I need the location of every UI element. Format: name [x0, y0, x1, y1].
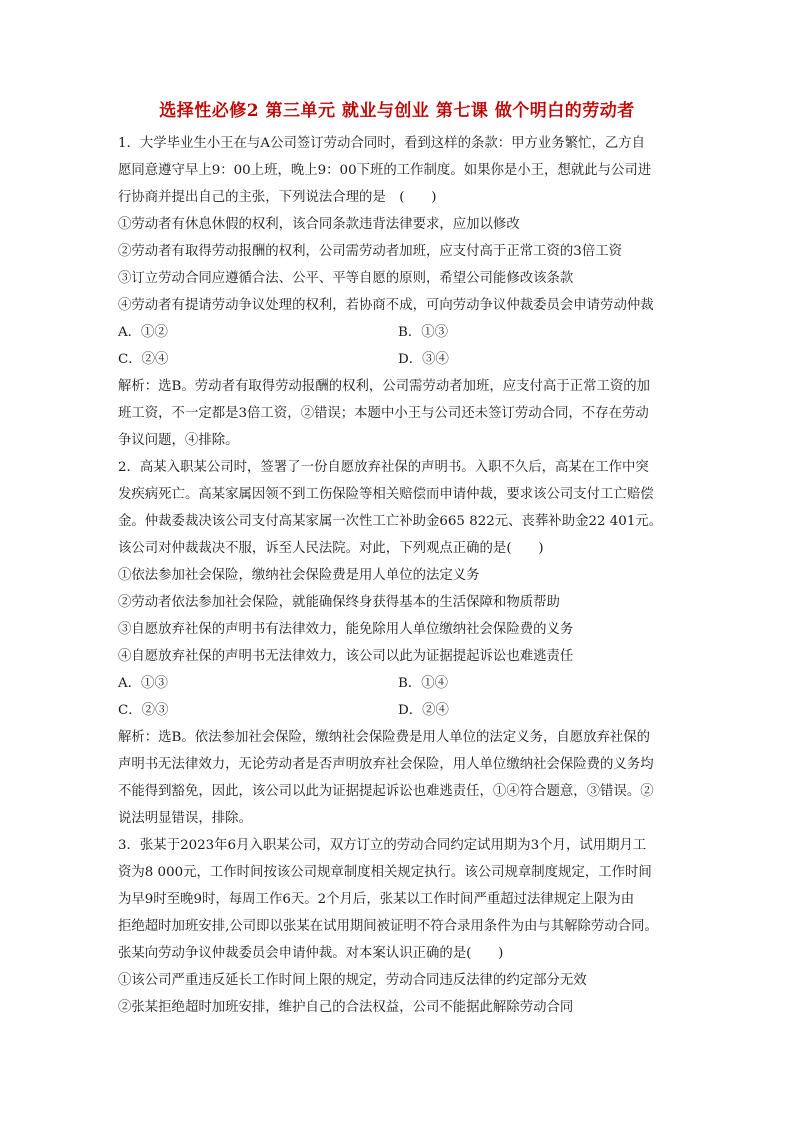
question-3-statement: ②张某拒绝超时加班安排，维护自己的合法权益，公司不能据此解除劳动合同	[118, 1000, 574, 1015]
question-2	[118, 454, 678, 832]
document-body	[118, 130, 678, 1021]
question-2-statement: ②劳动者依法参加社会保险，就能确保终身获得基本的生活保障和物质帮助	[118, 595, 560, 610]
question-1	[118, 130, 678, 454]
option-c: C．②④	[118, 352, 169, 367]
question-3-line: 资为8 000元，工作时间按该公司规章制度相关规定执行。该公司规章制度规定，工作时间	[118, 865, 652, 880]
page-title: 选择性必修2 第三单元 就业与创业 第七课 做个明白的劳动者	[159, 101, 635, 121]
question-2-analysis: 声明书无法律效力，无论劳动者是否声明放弃社会保险，用人单位缴纳社会保险费的义务均	[118, 757, 654, 772]
question-1-statement: ①劳动者有休息休假的权利，该合同条款违背法律要求，应加以修改	[118, 217, 520, 232]
question-2-analysis: 解析：选B。依法参加社会保险，缴纳社会保险费是用人单位的法定义务，自愿放弃社保的	[118, 730, 651, 745]
question-1-line: 行协商并提出自己的主张，下列说法合理的是 ( )	[118, 190, 437, 205]
question-1-statement: ②劳动者有取得劳动报酬的权利，公司需劳动者加班，应支付高于正常工资的3倍工资	[118, 244, 622, 259]
question-3-line: 为早9时至晚9时，每周工作6天。2个月后，张某以工作时间严重超过法律规定上限为由	[118, 892, 635, 907]
question-2-statement: ④自愿放弃社保的声明书无法律效力，该公司以此为证据提起诉讼也难逃责任	[118, 649, 574, 664]
question-2-options-row	[118, 697, 678, 724]
option-d: D．③④	[398, 352, 449, 367]
question-1-analysis: 争议问题，④排除。	[118, 433, 239, 448]
question-1-options-row	[118, 346, 678, 373]
question-2-analysis: 不能得到豁免，因此，该公司以此为证据提起诉讼也难逃责任，①④符合题意，③错误。②	[118, 784, 654, 799]
option-b: B．①③	[398, 325, 449, 340]
option-a: A．①③	[118, 676, 168, 691]
question-2-statement: ①依法参加社会保险，缴纳社会保险费是用人单位的法定义务	[118, 568, 480, 583]
question-3-line: 张某向劳动争议仲裁委员会申请仲裁。对本案认识正确的是( )	[118, 946, 504, 961]
question-1-analysis: 班工资，不一定都是3倍工资，②错误；本题中小王与公司还未签订劳动合同，不存在劳动	[118, 406, 649, 421]
question-2-line: 金。仲裁委裁决该公司支付高某家属一次性工亡补助金665 822元、丧葬补助金22 401元。	[118, 514, 663, 529]
question-1-options-row	[118, 319, 678, 346]
question-1-line: 愿同意遵守早上9：00上班，晚上9：00下班的工作制度。如果你是小王，想就此与公司进	[118, 163, 652, 178]
question-1-line: 1．大学毕业生小王在与A公司签订劳动合同时，看到这样的条款：甲方业务繁忙，乙方自	[118, 136, 646, 151]
question-1-analysis: 解析：选B。劳动者有取得劳动报酬的权利，公司需劳动者加班，应支付高于正常工资的加	[118, 379, 651, 394]
question-2-line: 发疾病死亡。高某家属因领不到工伤保险等相关赔偿而申请仲裁，要求该公司支付工亡赔偿	[118, 487, 654, 502]
option-c: C．②③	[118, 703, 169, 718]
option-a: A．①②	[118, 325, 168, 340]
question-1-statement: ④劳动者有提请劳动争议处理的权利，若协商不成，可向劳动争议仲裁委员会申请劳动仲裁	[118, 298, 654, 313]
question-3-line: 3．张某于2023年6月入职某公司，双方订立的劳动合同约定试用期为3个月，试用期月工	[118, 838, 647, 853]
question-3-statement: ①该公司严重违反延长工作时间上限的规定，劳动合同违反法律的约定部分无效	[118, 973, 587, 988]
option-d: D．②④	[398, 703, 449, 718]
question-2-statement: ③自愿放弃社保的声明书有法律效力，能免除用人单位缴纳社会保险费的义务	[118, 622, 574, 637]
question-1-statement: ③订立劳动合同应遵循合法、公平、平等自愿的原则，希望公司能修改该条款	[118, 271, 574, 286]
question-2-line: 该公司对仲裁裁决不服，诉至人民法院。对此，下列观点正确的是( )	[118, 541, 544, 556]
question-2-line: 2．高某入职某公司时，签署了一份自愿放弃社保的声明书。入职不久后，高某在工作中突	[118, 460, 649, 475]
option-b: B．①④	[398, 676, 449, 691]
question-3-line: 拒绝超时加班安排,公司即以张某在试用期间被证明不符合录用条件为由与其解除劳动合同。	[118, 919, 658, 934]
question-2-analysis: 说法明显错误，排除。	[118, 811, 252, 826]
question-2-options-row	[118, 670, 678, 697]
question-3	[118, 832, 678, 1021]
